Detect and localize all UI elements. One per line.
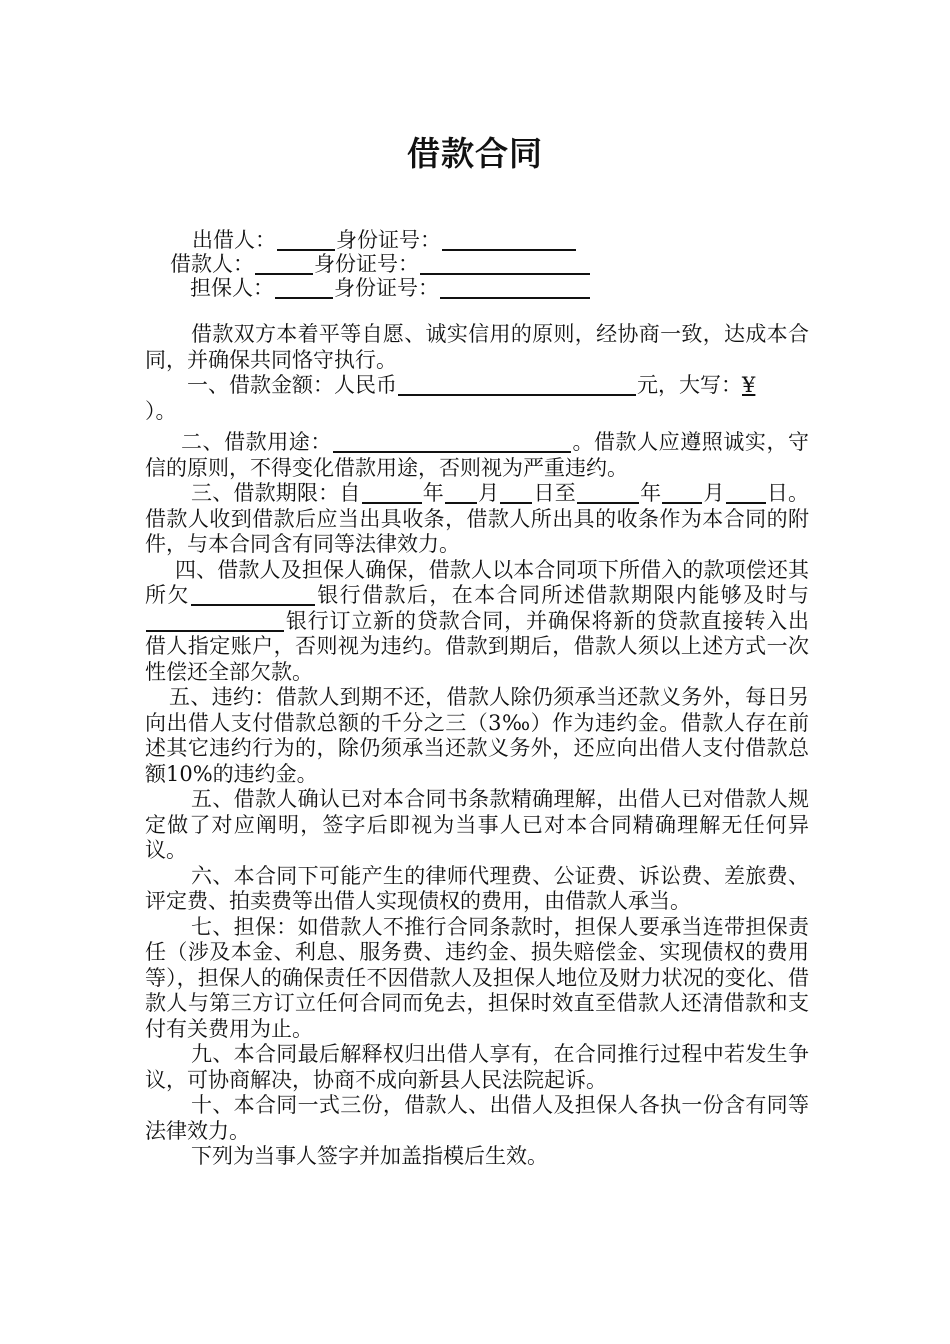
closing-line: 下列为当事人签字并加盖指模后生效。 bbox=[191, 1144, 548, 1168]
clause-acknowledge: 五、借款人确认已对本合同书条款精确理解，出借人已对借款人规定做了对应阐明，签字后即视为当事人已对本合同精确理解无任何异议。 bbox=[145, 787, 809, 862]
purpose-blank bbox=[333, 431, 571, 453]
lender-id-label: 身份证号： bbox=[336, 228, 441, 252]
bank-1-blank bbox=[191, 584, 315, 606]
borrower-line bbox=[170, 252, 591, 276]
term-end-day-blank bbox=[726, 482, 766, 504]
clause-amount bbox=[145, 373, 809, 424]
clause-dispute: 九、本合同最后解释权归出借人享有，在合同推行过程中若发生争议，可协商解决，协商不成向新县人民法院起诉。 bbox=[145, 1042, 809, 1092]
clause-guarantee: 七、担保：如借款人不推行合同条款时，担保人要承当连带担保责任（涉及本金、利息、服务费、违约金、损失赔偿金、实现债权的费用等），担保人的确保责任不因借款人及担保人地位及财力状况的变化、借款人与第三方订立任何合同而免去，担保时效直至借款人还清借款和支付有关费用为止。 bbox=[145, 914, 809, 1041]
clause-term bbox=[145, 481, 809, 558]
term-end-month-blank bbox=[662, 482, 702, 504]
guarantor-line bbox=[190, 276, 591, 300]
bank-2-blank bbox=[146, 610, 284, 632]
clause-guarantee-repay bbox=[145, 558, 809, 686]
borrower-id-label: 身份证号： bbox=[314, 252, 419, 276]
clause-fees: 六、本合同下可能产生的律师代理费、公证费、诉讼费、差旅费、评定费、拍卖费等出借人实现债权的费用，由借款人承当。 bbox=[145, 863, 809, 913]
term-year-2: 年 bbox=[639, 481, 662, 505]
guarantor-id-label: 身份证号： bbox=[334, 276, 439, 300]
term-end-year-blank bbox=[577, 482, 639, 504]
clause-repay-part1: 四、借款人及担保人确保，借款人以本合同项下所借入的款项偿还其所欠 bbox=[145, 557, 809, 607]
term-start-year-blank bbox=[362, 482, 422, 504]
guarantor-id-blank bbox=[440, 277, 590, 299]
clause-copies: 十、本合同一式三份，借款人、出借人及担保人各执一份含有同等法律效力。 bbox=[145, 1093, 809, 1143]
term-month-2: 月 bbox=[703, 481, 725, 505]
guarantor-name-blank bbox=[275, 277, 333, 299]
borrower-name-blank bbox=[255, 253, 313, 275]
clause-term-prefix: 三、借款期限：自 bbox=[191, 481, 361, 505]
clause-repay-part2: 银行借款后，在本合同所述借款期限内能够及时与 bbox=[315, 583, 810, 607]
clause-repay-part3: 银行订立新的贷款合同，并确保将新的贷款直接转入出借人指定账户，否则视为违约。借款到期后，借款人须以上述方式一次性偿还全部欠款。 bbox=[145, 608, 809, 684]
clause-amount-prefix: 一、借款金额：人民币 bbox=[187, 373, 397, 397]
term-month-1: 月 bbox=[477, 481, 500, 505]
term-start-day-blank bbox=[500, 482, 532, 504]
yen-sign: ¥ bbox=[742, 373, 756, 397]
intro-paragraph: 借款双方本着平等自愿、诚实信用的原则，经协商一致，达成本合同，并确保共同恪守执行。 bbox=[145, 322, 809, 372]
amount-blank bbox=[398, 374, 636, 396]
lender-name-blank bbox=[277, 229, 335, 251]
page-title: 借款合同 bbox=[407, 134, 543, 173]
clause-amount-suffix: ）。 bbox=[145, 398, 177, 423]
clause-purpose bbox=[145, 430, 809, 481]
clause-purpose-prefix: 二、借款用途： bbox=[181, 430, 332, 454]
clause-term-suffix: 日。借款人收到借款后应当出具收条，借款人所出具的收条作为本合同的附件，与本合同含有同等法律效力。 bbox=[145, 481, 810, 556]
clause-purpose-suffix: 。借款人应遵照诚实，守信的原则，不得变化借款用途，否则视为严重违约。 bbox=[145, 430, 810, 480]
term-start-month-blank bbox=[445, 482, 477, 504]
borrower-id-blank bbox=[420, 253, 590, 275]
clause-amount-yuan: 元，大写： bbox=[637, 373, 742, 397]
term-year-1: 年 bbox=[422, 481, 444, 505]
lender-id-blank bbox=[442, 229, 576, 251]
lender-label: 出借人： bbox=[192, 228, 276, 252]
contract-body bbox=[145, 322, 809, 1170]
term-day-1: 日至 bbox=[533, 481, 576, 505]
lender-line bbox=[192, 228, 577, 252]
guarantor-label: 担保人： bbox=[190, 276, 274, 300]
clause-default: 五、违约：借款人到期不还，借款人除仍须承当还款义务外，每日另向出借人支付借款总额的千分之三（3‰）作为违约金。借款人存在前述其它违约行为的，除仍须承当还款义务外，还应向出借人支付借款总额10%的违约金。 bbox=[145, 685, 809, 786]
borrower-label: 借款人： bbox=[170, 252, 254, 276]
